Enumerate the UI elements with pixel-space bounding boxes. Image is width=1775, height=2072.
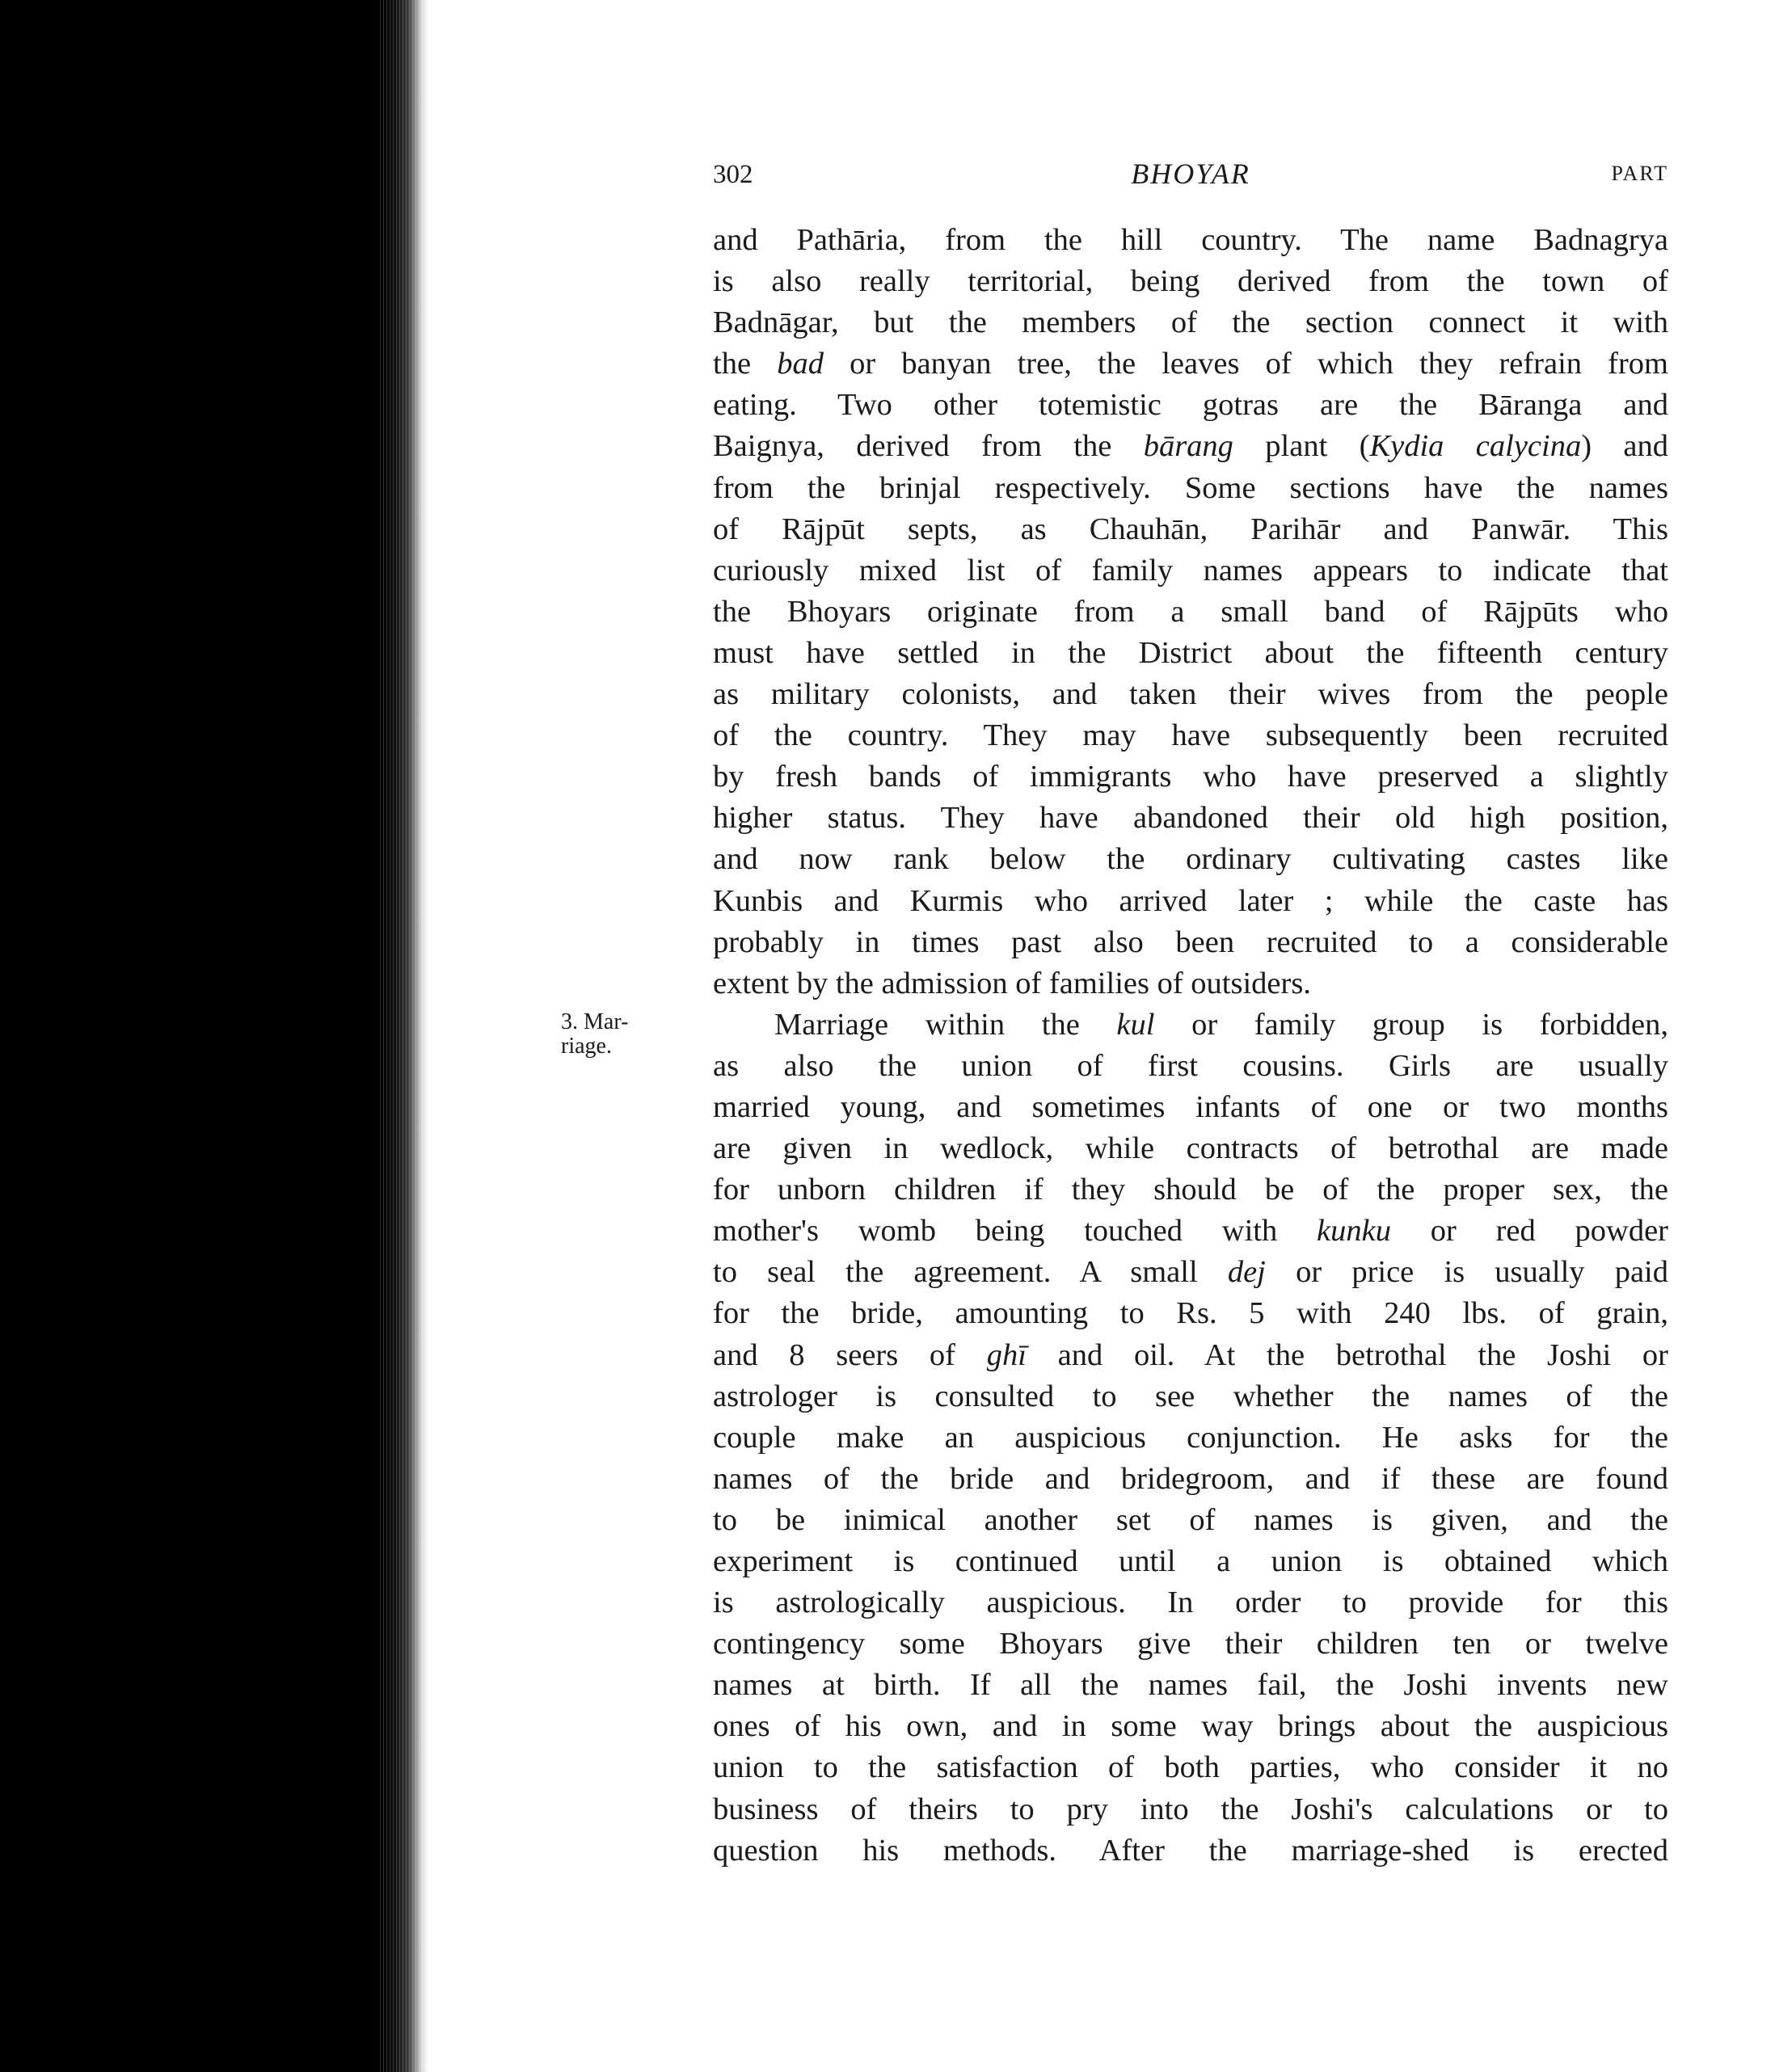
text-line: as also the union of first cousins. Girls are usually bbox=[713, 1048, 1668, 1083]
spine-texture bbox=[380, 0, 428, 2072]
text-line: question his methods. After the marriage-shed is erected bbox=[713, 1833, 1668, 1868]
text-line: Marriage within the kul or family group is forbidden, bbox=[774, 1007, 1669, 1042]
text-line: of the country. They may have subsequently been recruited bbox=[713, 718, 1668, 753]
book-spine-shadow bbox=[0, 0, 428, 2072]
text-line: couple make an auspicious conjunction. He asks for the bbox=[713, 1420, 1668, 1455]
text-line: extent by the admission of families of outsiders. bbox=[713, 966, 1311, 1000]
text-line: Baignya, derived from the bārang plant (Kydia calycina) and bbox=[713, 429, 1668, 464]
text-line: probably in times past also been recruited to a considerable bbox=[713, 924, 1668, 959]
text-line: married young, and sometimes infants of one or two months bbox=[713, 1089, 1668, 1124]
text-line: and Pathāria, from the hill country. The name Badnagrya bbox=[713, 223, 1668, 257]
text-line: the bad or banyan tree, the leaves of which they refrain from bbox=[713, 347, 1668, 381]
text-line: for the bride, amounting to Rs. 5 with 240 lbs. of grain, bbox=[713, 1296, 1668, 1331]
page-number: 302 bbox=[713, 160, 753, 189]
text-line: astrologer is consulted to see whether the names of the bbox=[713, 1379, 1668, 1413]
text-line: is also really territorial, being derived from the town of bbox=[713, 264, 1668, 299]
text-line: the Bhoyars originate from a small band of Rājpūts who bbox=[713, 594, 1668, 629]
text-line: experiment is continued until a union is obtained which bbox=[713, 1544, 1668, 1578]
text-line: names of the bride and bridegroom, and if these are found bbox=[713, 1461, 1668, 1496]
text-line: Kunbis and Kurmis who arrived later ; while the caste has bbox=[713, 883, 1668, 918]
part-label: PART bbox=[1611, 162, 1668, 185]
text-line: names at birth. If all the names fail, the Joshi invents new bbox=[713, 1668, 1668, 1703]
text-line: of Rājpūt septs, as Chauhān, Parihār and Panwār. This bbox=[713, 512, 1668, 546]
margin-note-line: 3. Mar- bbox=[561, 1009, 629, 1034]
text-line: contingency some Bhoyars give their children ten or twelve bbox=[713, 1627, 1668, 1661]
text-line: from the brinjal respectively. Some sections have the names bbox=[713, 470, 1668, 505]
text-line: eating. Two other totemistic gotras are the Bāranga and bbox=[713, 388, 1668, 423]
text-line: higher status. They have abandoned their old high position, bbox=[713, 801, 1668, 836]
text-line: and 8 seers of ghī and oil. At the betrothal the Joshi or bbox=[713, 1337, 1669, 1372]
text-line: curiously mixed list of family names appears to indicate that bbox=[713, 553, 1668, 587]
margin-note bbox=[561, 1010, 650, 1059]
text-line: is astrologically auspicious. In order to provide for this bbox=[713, 1586, 1668, 1620]
text-line: as military colonists, and taken their wives from the people bbox=[713, 677, 1668, 712]
text-line: union to the satisfaction of both parties, who consider it no bbox=[713, 1750, 1668, 1785]
page-header bbox=[713, 160, 1668, 192]
text-line: must have settled in the District about the fifteenth century bbox=[713, 635, 1668, 670]
text-line: ones of his own, and in some way brings about the auspicious bbox=[713, 1709, 1668, 1744]
text-line: to seal the agreement. A small dej or price is usually paid bbox=[713, 1255, 1668, 1290]
text-line: mother's womb being touched with kunku or red powder bbox=[713, 1214, 1669, 1249]
text-line: to be inimical another set of names is given, and the bbox=[713, 1502, 1668, 1537]
text-line: and now rank below the ordinary cultivating castes like bbox=[713, 842, 1668, 877]
text-line: are given in wedlock, while contracts of betrothal are made bbox=[713, 1131, 1668, 1166]
text-line: for unborn children if they should be of the proper sex, the bbox=[713, 1173, 1668, 1207]
margin-note-line: riage. bbox=[561, 1034, 612, 1059]
text-line: business of theirs to pry into the Joshi's calculations or to bbox=[713, 1792, 1668, 1826]
text-line: Badnāgar, but the members of the section connect it with bbox=[713, 305, 1668, 340]
text-line: by fresh bands of immigrants who have preserved a slightly bbox=[713, 760, 1668, 794]
body-text bbox=[713, 220, 1668, 1872]
running-title: BHOYAR bbox=[1131, 158, 1250, 190]
